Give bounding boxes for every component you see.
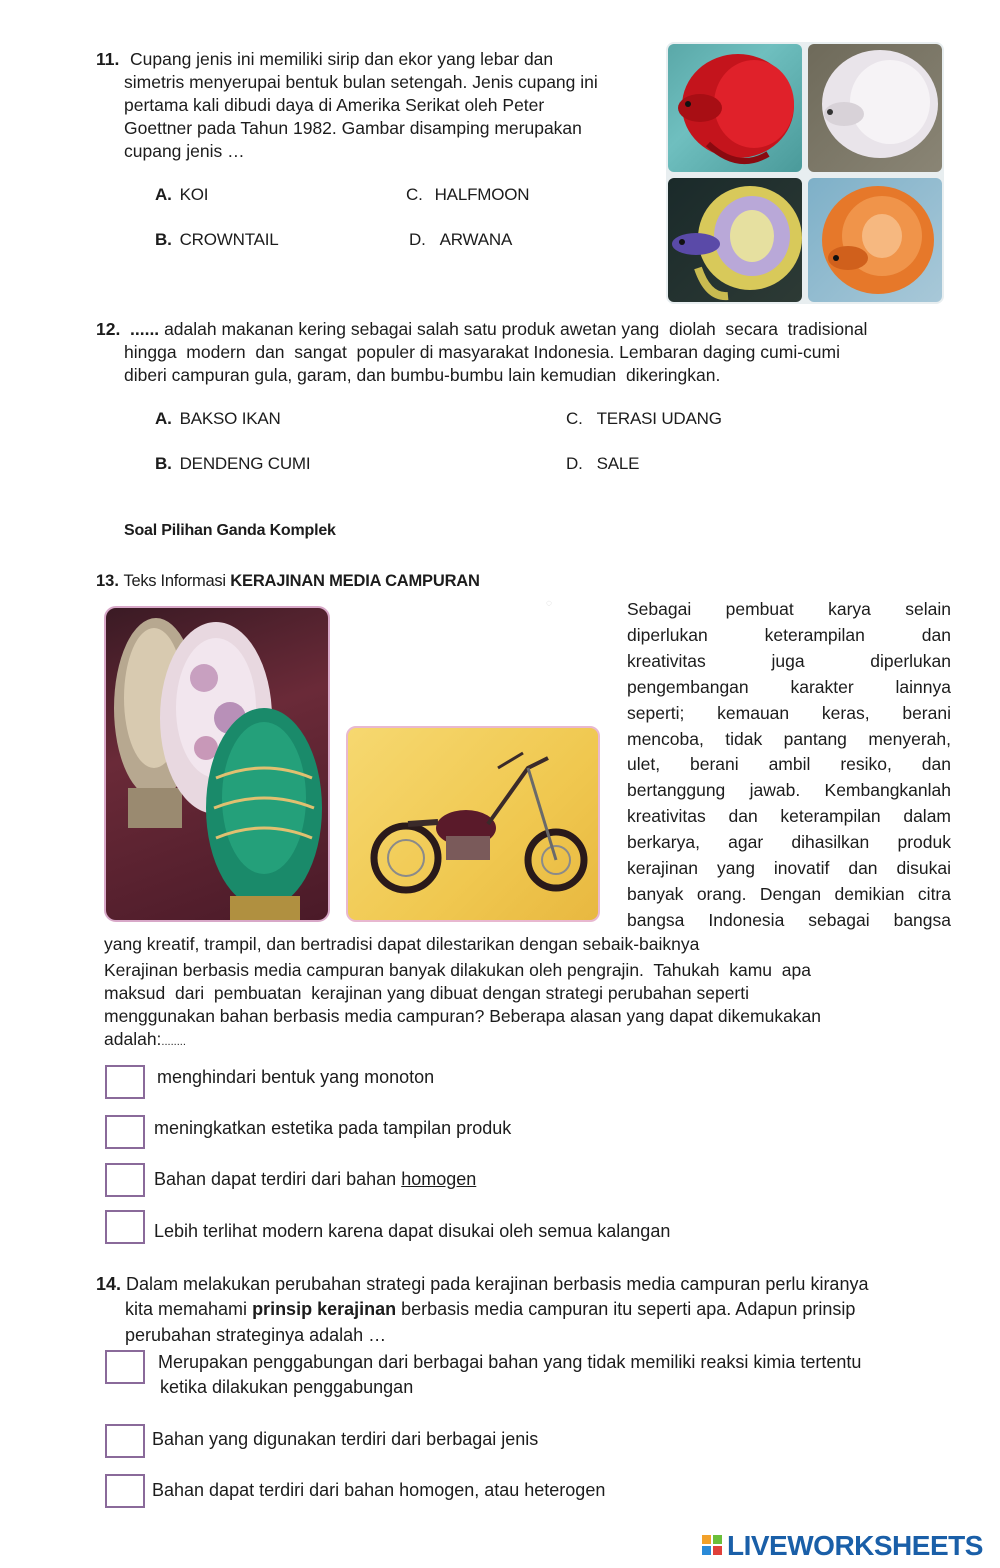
q12-line-3: diberi campuran gula, garam, dan bumbu-bumbu lain kemudian dikeringkan. [124, 365, 721, 385]
q11-line-4: Goettner pada Tahun 1982. Gambar disamping merupakan [124, 118, 582, 138]
q13-choice-4-label: Lebih terlihat modern karena dapat disukai oleh semua kalangan [154, 1221, 671, 1241]
q14-choice-2-checkbox[interactable] [105, 1424, 145, 1458]
section-title: Soal Pilihan Ganda Komplek [124, 522, 336, 539]
q11-option-a[interactable]: A. KOI [155, 185, 209, 204]
q11-line-1: Cupang jenis ini memiliki sirip dan ekor yang lebar dan [130, 49, 554, 69]
q14-choice-2-label: Bahan yang digunakan terdiri dari berbagai jenis [152, 1429, 539, 1449]
q13-choice-1-checkbox[interactable] [105, 1065, 145, 1099]
orange-betta-fish-image [808, 178, 942, 302]
q13-side-text: Sebagai pembuat karya selain diperlukan keterampilan dan kreativitas juga diperlukan pengembangan karakter lainnya seperti; kemauan keras, berani mencoba, tidak pantang menyerah, ulet, berani ambil resiko, dan bertanggung jawab. Kembangkanlah kreativitas dan keterampilan dalam berkarya, agar dihasilkan produk kerajinan yang inovatif dan disukai banyak orang. Dengan demikian citra bangsa Indonesia sebagai bangsa [627, 599, 951, 930]
q14-choice-3-label: Bahan dapat terdiri dari bahan homogen, atau heterogen [152, 1480, 606, 1500]
q12-option-d[interactable]: D. SALE [566, 454, 640, 473]
q13-heading: 13. Teks Informasi KERAJINAN MEDIA CAMPURAN [96, 572, 480, 590]
q13-choice-2-label: meningkatkan estetika pada tampilan produk [154, 1118, 512, 1138]
q13-choice-3-checkbox[interactable] [105, 1163, 145, 1197]
q12-blank: ...... [130, 319, 160, 339]
q14-line-1: 14. Dalam melakukan perubahan strategi pada kerajinan berbasis media campuran perlu kiranya [96, 1274, 869, 1294]
q13-choice-2-checkbox[interactable] [105, 1115, 145, 1149]
q14-choice-1-label-line-2: ketika dilakukan penggabungan [160, 1377, 414, 1397]
q13-choice-1-label: menghindari bentuk yang monoton [157, 1067, 435, 1087]
q11-line-2: simetris menyerupai bentuk bulan setengah. Jenis cupang ini [124, 72, 598, 92]
q11-option-b[interactable]: B. CROWNTAIL [155, 230, 279, 249]
q12-option-c[interactable]: C. TERASI UDANG [566, 409, 722, 428]
q14-choice-3-checkbox[interactable] [105, 1474, 145, 1508]
decorative-mark-icon: ◌ [546, 598, 552, 609]
q13-para-line-4: adalah:........ [104, 1029, 186, 1049]
q11-line-3: pertama kali dibudi daya di Amerika Serikat oleh Peter [124, 95, 545, 115]
q12-option-a[interactable]: A. BAKSO IKAN [155, 409, 281, 428]
q13-para-line-2: maksud dari pembuatan kerajinan yang dibuat dengan strategi perubahan seperti [104, 983, 750, 1003]
liveworksheets-logo-icon [701, 1533, 725, 1557]
cloisonne-eggs-image [104, 606, 330, 922]
white-betta-fish-image [808, 44, 942, 172]
blue-yellow-betta-fish-image [668, 178, 802, 302]
q14-line-2: kita memahami prinsip kerajinan berbasis media campuran itu seperti apa. Adapun prinsip [125, 1299, 856, 1319]
q11-number: 11. [96, 49, 120, 69]
q13-para-line-1: Kerajinan berbasis media campuran banyak dilakukan oleh pengrajin. Tahukah kamu apa [104, 960, 811, 980]
q12-line-1: ...... adalah makanan kering sebagai salah satu produk awetan yang diolah secara tradisional [130, 319, 868, 339]
q11-option-d[interactable]: D. ARWANA [409, 230, 513, 249]
q11-line-5: cupang jenis … [124, 141, 245, 161]
q14-line-3: perubahan strateginya adalah … [125, 1325, 387, 1345]
liveworksheets-brand: LIVEWORKSHEETS [727, 1530, 983, 1561]
wire-motorcycle-image [346, 726, 600, 922]
q13-continuation-line: yang kreatif, trampil, dan bertradisi dapat dilestarikan dengan sebaik-baiknya [104, 934, 700, 954]
red-betta-fish-image [668, 44, 802, 172]
q14-choice-1-label: Merupakan penggabungan dari berbagai bahan yang tidak memiliki reaksi kimia tertentu [158, 1352, 862, 1372]
q13-choice-4-checkbox[interactable] [105, 1210, 145, 1244]
q13-para-line-3: menggunakan bahan berbasis media campuran? Beberapa alasan yang dapat dikemukakan [104, 1006, 822, 1026]
q12-number: 12. [96, 319, 121, 339]
q13-choice-3-label: Bahan dapat terdiri dari bahan homogen [154, 1169, 477, 1189]
q14-choice-1-checkbox[interactable] [105, 1350, 145, 1384]
q12-line-2: hingga modern dan sangat populer di masyarakat Indonesia. Lembaran daging cumi-cumi [124, 342, 840, 362]
q11-option-c[interactable]: C. HALFMOON [406, 185, 530, 204]
betta-fish-images [666, 42, 944, 304]
q12-option-b[interactable]: B. DENDENG CUMI [155, 454, 311, 473]
